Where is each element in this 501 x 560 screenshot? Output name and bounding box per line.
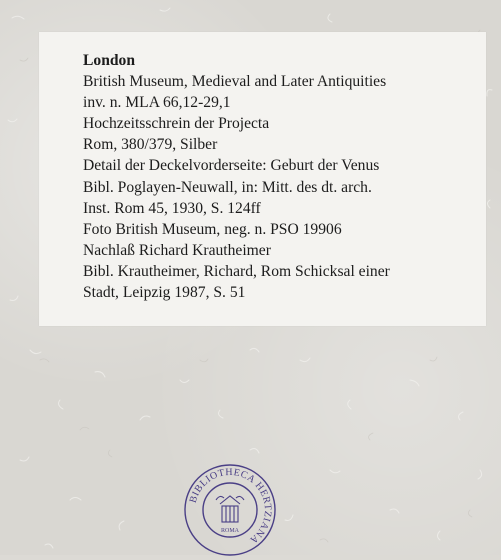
label-line-object: Hochzeitsschrein der Projecta	[83, 115, 270, 133]
label-line-bibliography-1: Bibl. Poglayen-Neuwall, in: Mitt. des dt. arch.	[83, 178, 372, 196]
label-line-detail: Detail der Deckelvorderseite: Geburt der Venus	[83, 157, 380, 175]
label-line-inventory: inv. n. MLA 66,12-29,1	[83, 94, 231, 112]
label-line-photo-credit: Foto British Museum, neg. n. PSO 19906	[83, 220, 342, 238]
stamp-ring-text: BIBLIOTHECA HERTZIANA	[187, 466, 274, 546]
stamp-inner-text: ROMA	[220, 528, 240, 534]
label-line-estate: Nachlaß Richard Krautheimer	[83, 241, 271, 259]
label-line-bibliography-2-cont: Stadt, Leipzig 1987, S. 51	[83, 284, 246, 302]
label-line-bibliography-1-cont: Inst. Rom 45, 1930, S. 124ff	[83, 199, 261, 217]
catalog-label	[39, 32, 486, 326]
library-stamp	[180, 460, 280, 560]
label-text-lines	[83, 50, 390, 303]
label-line-museum: British Museum, Medieval and Later Antiquities	[83, 73, 387, 91]
stamp-emblem-icon	[216, 496, 244, 522]
label-line-bibliography-2: Bibl. Krautheimer, Richard, Rom Schicksal einer	[83, 262, 390, 280]
label-line-date-material: Rom, 380/379, Silber	[83, 136, 218, 154]
label-heading-location: London	[83, 52, 136, 69]
